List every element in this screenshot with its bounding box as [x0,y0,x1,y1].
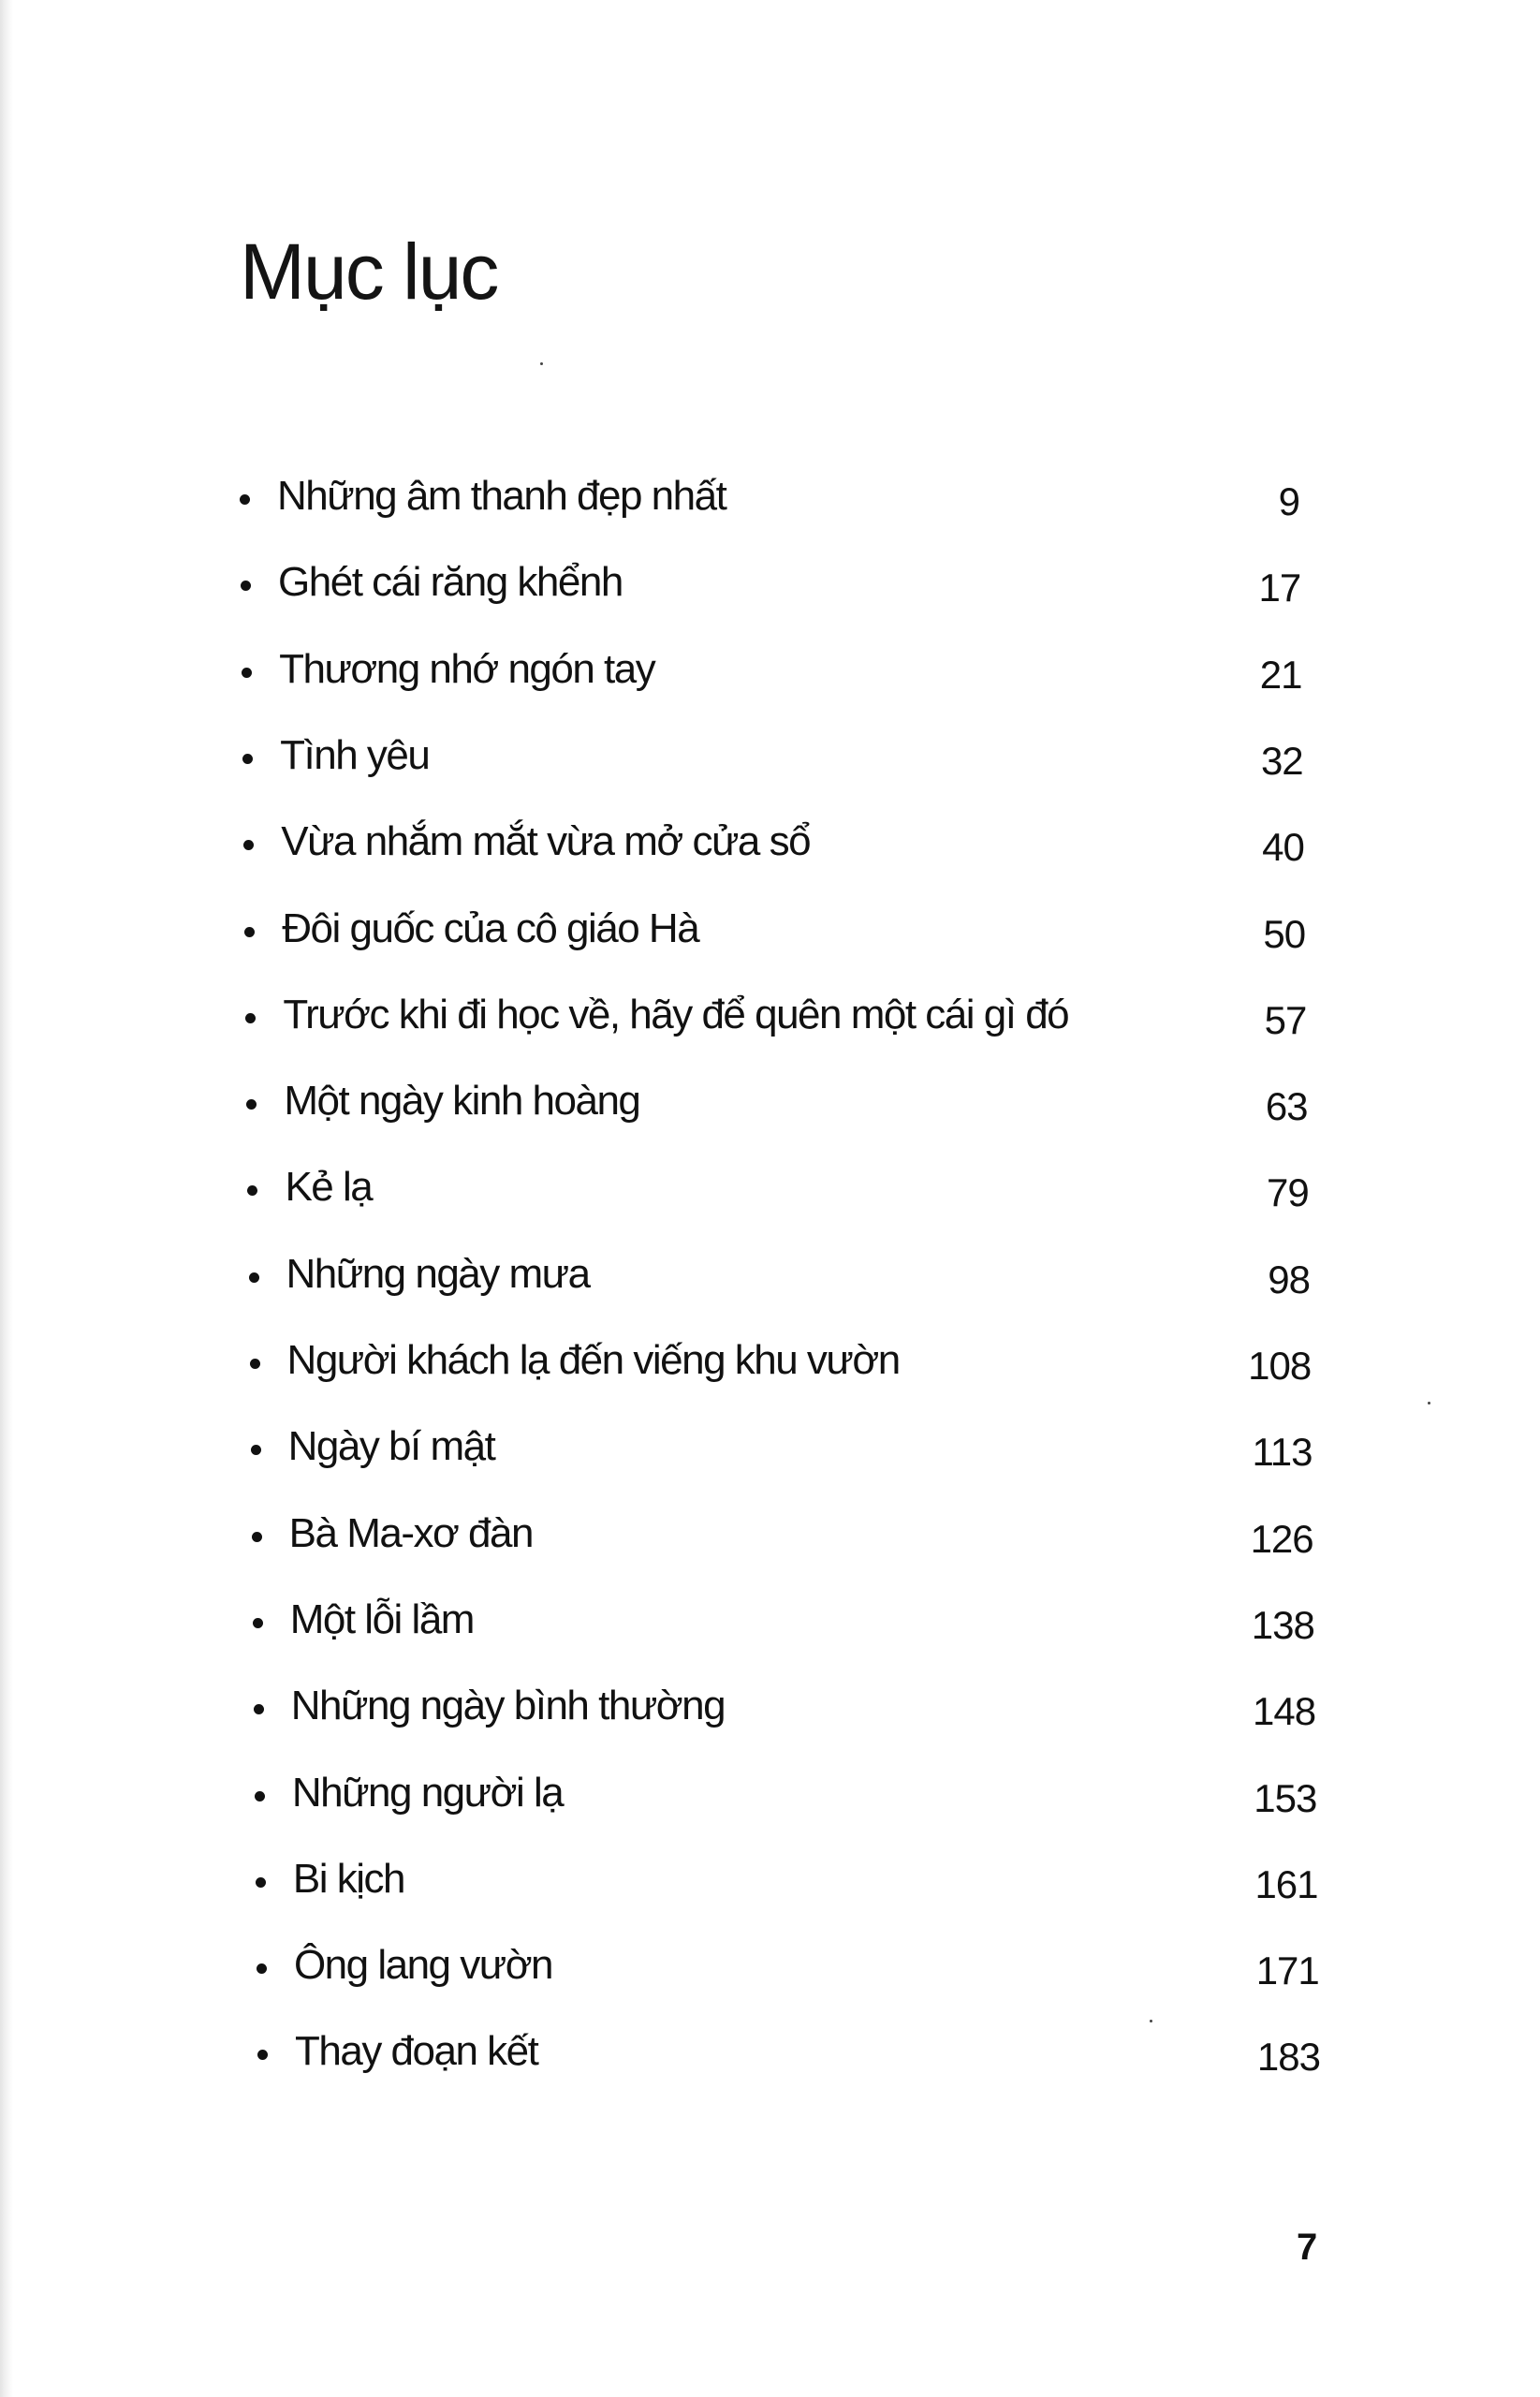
bullet-icon [240,494,250,505]
toc-entry-title: Tình yêu [280,731,430,778]
toc-entry-page: 57 [1264,997,1307,1042]
toc-entry [255,1765,1348,1821]
toc-entry-page: 161 [1254,1861,1318,1906]
toc-entry-title: Những âm thanh đẹp nhất [277,473,726,519]
scan-speck [1428,1402,1430,1404]
bullet-icon [251,1445,261,1455]
bullet-icon [249,1272,259,1283]
bullet-icon [246,1099,257,1110]
scan-speck [1150,2020,1152,2022]
scan-speck [540,362,543,365]
toc-entry-title: Thương nhớ ngón tay [279,645,655,692]
bullet-icon [252,1532,262,1542]
bullet-icon [257,2050,268,2060]
bullet-icon [245,1013,256,1023]
toc-entry-page: 148 [1253,1689,1316,1734]
toc-entry [247,1159,1348,1215]
toc-entry-page: 63 [1265,1084,1308,1129]
page-number: 7 [1297,2227,1318,2268]
toc-entry-title: Kẻ lạ [285,1164,373,1211]
toc-entry [256,1851,1348,1907]
toc-entry [253,1592,1348,1648]
toc-entry-page: 32 [1260,738,1303,783]
toc-entry-title: Ghét cái răng khểnh [278,559,623,606]
bullet-icon [253,1618,263,1628]
toc-entry [251,1419,1348,1475]
toc-entry-title: Thay đoạn kết [295,2028,538,2075]
toc-entry-page: 40 [1262,825,1304,870]
toc-entry-page: 113 [1252,1430,1313,1475]
bullet-icon [256,1877,266,1888]
bullet-icon [242,668,252,678]
toc-entry-title: Những ngày bình thường [290,1683,726,1729]
toc-entry-title: Một ngày kinh hoàng [284,1078,640,1125]
toc-entry [246,1073,1348,1129]
toc-entry-title: Ngày bí mật [287,1423,495,1470]
toc-entry-page: 138 [1251,1602,1314,1647]
toc-entry-title: Vừa nhắm mắt vừa mở cửa sổ [281,818,811,865]
toc-entry [254,1678,1348,1734]
toc-entry-title: Người khách lạ đến viếng khu vườn [286,1337,900,1383]
bullet-icon [243,840,254,850]
toc-entry-title: Ông lang vườn [293,1942,553,1989]
toc-entry-page: 171 [1255,1948,1319,1993]
toc-entry [257,2023,1348,2080]
toc-entry [242,641,1348,698]
toc-entry-title: Những ngày mưa [286,1250,590,1297]
bullet-icon [257,1963,267,1974]
toc-entry-page: 21 [1259,652,1302,697]
bullet-icon [241,581,251,591]
toc-entry-page: 98 [1268,1257,1310,1301]
bullet-icon [244,927,255,937]
bullet-icon [247,1185,257,1196]
toc-entry-page: 153 [1254,1775,1317,1820]
toc-entry-title: Trước khi đi học về, hãy để quên một cái gì đó [283,991,1069,1037]
toc-entry [250,1332,1348,1389]
toc-entry-title: Bà Ma-xơ đàn [288,1509,533,1556]
toc-entry-page: 108 [1248,1344,1312,1388]
toc-entry [241,554,1348,610]
toc-entry-page: 183 [1256,2035,1320,2080]
toc-entry [242,728,1348,784]
toc-entry-page: 126 [1250,1516,1313,1561]
bullet-icon [254,1704,264,1714]
toc-entry [252,1506,1348,1562]
toc-entry-page: 79 [1267,1170,1309,1215]
toc-entry [249,1246,1349,1302]
bullet-icon [242,754,253,764]
toc-entry [243,814,1348,870]
toc-entry-page: 17 [1258,566,1301,610]
toc-entry [244,901,1348,957]
bullet-icon [255,1791,265,1801]
toc-entry-title: Một lỗi lầm [289,1596,474,1642]
bullet-icon [250,1359,260,1369]
page-title: Mục lục [240,228,498,316]
toc-entry-title: Bi kịch [292,1855,404,1902]
toc-entry-page: 9 [1278,479,1299,523]
toc-entry-page: 50 [1263,911,1306,956]
toc-entry [240,468,1348,524]
toc-entry-title: Đôi guốc của cô giáo Hà [282,904,699,951]
toc-entry [245,987,1348,1043]
toc-entry [257,1937,1348,1993]
toc-entry-title: Những người lạ [291,1769,564,1816]
